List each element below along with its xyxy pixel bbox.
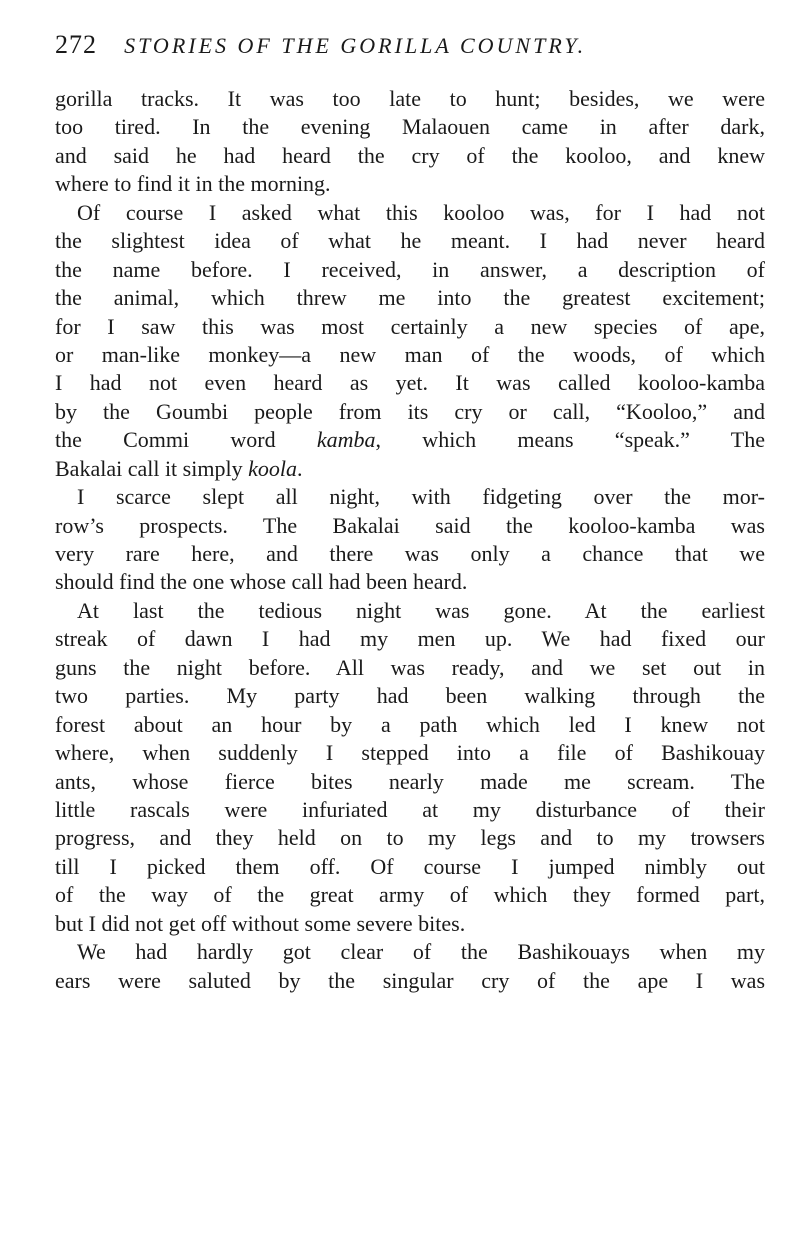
text-line: should find the one whose call had been heard. [55, 569, 468, 595]
text-line: but I did not get off without some severe bites. [55, 910, 466, 936]
text-line: Of course I asked what this kooloo was, for I had not [77, 199, 765, 225]
text-line: ears were saluted by the singular cry of the ape I was [55, 967, 765, 993]
text-line: by the Goumbi people from its cry or call, “Kooloo,” and [55, 398, 765, 424]
text-line: At last the tedious night was gone. At the earliest [77, 597, 765, 623]
text-line: two parties. My party had been walking through the [55, 683, 765, 709]
text-line: the name before. I received, in answer, a description of [55, 256, 765, 282]
running-title: STORIES OF THE GORILLA COUNTRY. [124, 33, 587, 58]
text-line: of the way of the great army of which they formed part, [55, 882, 765, 908]
text-line [55, 455, 765, 483]
text-line: guns the night before. All was ready, and we set out in [55, 654, 765, 680]
text-line: I scarce slept all night, with fidgeting over the mor- [77, 484, 765, 510]
text-segment: , which means “speak.” The [375, 427, 765, 453]
text-line: the slightest idea of what he meant. I had never heard [55, 228, 765, 254]
text-line: We had hardly got clear of the Bashikouays when my [77, 939, 765, 965]
italic-word: kamba [316, 427, 376, 453]
text-line: progress, and they held on to my legs and to my trowsers [55, 825, 765, 851]
text-line: very rare here, and there was only a chance that we [55, 541, 765, 566]
text-line: and said he had heard the cry of the kooloo, and knew [55, 142, 765, 168]
text-segment: the Commi word [55, 427, 317, 453]
text-line: for I saw this was most certainly a new species of ape, [55, 313, 765, 339]
text-line: ants, whose fierce bites nearly made me scream. The [55, 768, 765, 794]
text-line: streak of dawn I had my men up. We had fixed our [55, 626, 765, 652]
text-line: where to find it in the morning. [55, 171, 331, 197]
text-line: too tired. In the evening Malaouen came in after dark, [55, 114, 765, 140]
text-line: or man-like monkey—a new man of the woods, of which [55, 341, 765, 367]
text-line: little rascals were infuriated at my disturbance of their [55, 796, 765, 822]
text-line: the animal, which threw me into the greatest excitement; [55, 285, 765, 311]
text-line: gorilla tracks. It was too late to hunt; besides, we were [55, 86, 765, 111]
text-segment: Bakalai call it simply [55, 455, 249, 481]
body-text [55, 85, 765, 995]
text-line: row’s prospects. The Bakalai said the kooloo-kamba was [55, 512, 765, 538]
text-line: forest about an hour by a path which led I knew not [55, 711, 765, 737]
page-number: 272 [55, 30, 97, 59]
text-line: I had not even heard as yet. It was called kooloo-kamba [55, 370, 765, 396]
italic-word: koola [248, 455, 297, 481]
text-line: till I picked them off. Of course I jumped nimbly out [55, 853, 765, 879]
text-line: where, when suddenly I stepped into a file of Bashikouay [55, 740, 765, 766]
page-header [55, 30, 755, 66]
text-segment: . [296, 455, 303, 481]
text-line [55, 426, 765, 454]
